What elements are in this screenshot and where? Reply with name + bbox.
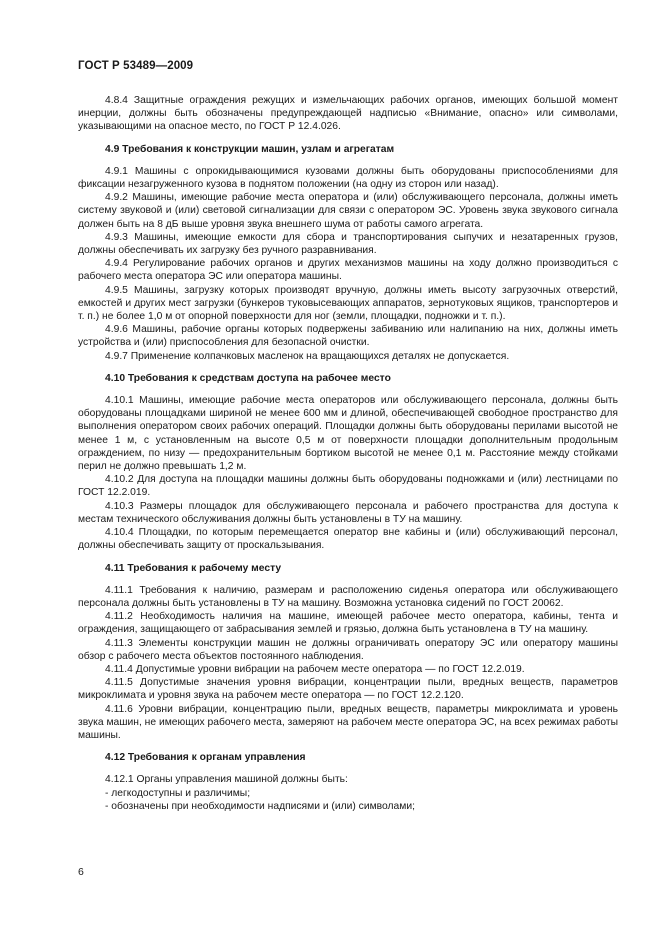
paragraph: 4.9.4 Регулирование рабочих органов и других механизмов машины на ходу должно производиться с рабочего места оператора ЭС или оператора машины. — [78, 258, 618, 283]
document-header: ГОСТ Р 53489—2009 — [78, 60, 194, 72]
paragraph: 4.8.4 Защитные ограждения режущих и измельчающих рабочих органов, имеющих большой момент инерции, должны быть обозначены предупреждающей надписью «Внимание, опасно» или символами, указывающими на опасное место, по ГОСТ Р 12.4.026. — [78, 95, 618, 133]
section-heading: 4.11 Требования к рабочему месту — [105, 562, 282, 574]
page-number: 6 — [78, 866, 84, 878]
section-heading: 4.12 Требования к органам управления — [105, 752, 306, 764]
paragraph: 4.11.3 Элементы конструкции машин не должны ограничивать оператору ЭС или оператору машины обзор с рабочего места объектов постоянного наблюдения. — [78, 637, 618, 662]
paragraph: 4.9.2 Машины, имеющие рабочие места оператора и (или) обслуживающего персонала, должны иметь систему звуковой и (или) световой сигнализации для связи с оператором ЭС. Уровень звука звукового сигнала должен быть на 8 дБ выше уровня звука внешнего шума от работы самого агрегата. — [78, 192, 618, 230]
paragraph: 4.9.7 Применение колпачковых масленок на вращающихся деталях не допускается. — [105, 350, 510, 362]
paragraph: 4.11.1 Требования к наличию, размерам и расположению сиденья оператора или обслуживающего персонала должны быть установлены в ТУ на машину. Возможна установка сидений по ГОСТ 20062. — [78, 584, 618, 609]
paragraph: 4.11.6 Уровни вибрации, концентрацию пыли, вредных веществ, параметры микроклимата и уровень звука машин, не имеющих рабочего места, замеряют на рабочем месте оператора ЭС, на всех режимах работы машины. — [78, 703, 618, 741]
paragraph: 4.11.2 Необходимость наличия на машине, имеющей рабочее место оператора, кабины, тента и ограждения, защищающего от забрасывания землей и грязью, должна быть установлена в ТУ на машину. — [78, 611, 618, 636]
section-heading: 4.10 Требования к средствам доступа на рабочее место — [105, 372, 391, 384]
section-heading: 4.9 Требования к конструкции машин, узлам и агрегатам — [105, 143, 395, 155]
paragraph: 4.12.1 Органы управления машиной должны быть: — [105, 774, 348, 786]
list-item: - легкодоступны и различимы; — [105, 787, 251, 799]
paragraph: 4.11.4 Допустимые уровни вибрации на рабочем месте оператора — по ГОСТ 12.2.019. — [105, 663, 525, 675]
list-item: - обозначены при необходимости надписями и (или) символами; — [105, 800, 415, 812]
paragraph: 4.10.3 Размеры площадок для обслуживающего персонала и рабочего пространства для доступа к местам технического обслуживания должны быть установлены в ТУ на машину. — [78, 500, 618, 525]
paragraph: 4.9.3 Машины, имеющие емкости для сбора и транспортирования сыпучих и незатаренных грузов, должны обеспечивать их загрузку без ручного разравнивания. — [78, 231, 618, 257]
paragraph: 4.10.2 Для доступа на площадки машины должны быть оборудованы подножками и (или) лестницами по ГОСТ 12.2.019. — [78, 474, 618, 499]
paragraph: 4.11.5 Допустимые значения уровня вибрации, концентрации пыли, вредных веществ, параметров микроклимата и уровня звука на рабочем месте оператора — по ГОСТ 12.2.120. — [78, 677, 618, 702]
document-body — [78, 94, 618, 813]
paragraph: 4.10.4 Площадки, по которым перемещается оператор вне кабины и (или) обслуживающий персонал, должны обеспечивать защиту от проскальзывания. — [78, 527, 618, 552]
paragraph: 4.9.5 Машины, загрузку которых производят вручную, должны иметь высоту загрузочных отверстий, емкостей и других мест загрузки (бункеров туковысевающих аппаратов, зернотуковых ящиков, транспортеров и т. п.) не более 1,0 м от опорной поверхности для ног (земли, площадки, подножки и т. п.). — [78, 284, 618, 323]
paragraph: 4.9.1 Машины с опрокидывающимися кузовами должны быть оборудованы приспособлениями для фиксации незагруженного кузова в поднятом положении (на одну из сторон или назад). — [78, 165, 618, 191]
paragraph: 4.10.1 Машины, имеющие рабочие места операторов или обслуживающего персонала, должны быть оборудованы площадками шириной не менее 600 мм и длиной, обеспечивающей свободное пространство для выполнения оператором своих рабочих операций. Площадки должны быть оборудованы перилами высотой не менее 1 м, с установленным на высоте 0,5 м от поверхности площадки дополнительным продольным ограждением, по низу — предохранительным бортиком высотой не менее 0,1 м. Расстояние между стойками перил не должно превышать 1,2 м. — [78, 395, 618, 473]
paragraph: 4.9.6 Машины, рабочие органы которых подвержены забиванию или налипанию на них, должны иметь устройства и (или) приспособления для безопасной очистки. — [78, 324, 618, 349]
